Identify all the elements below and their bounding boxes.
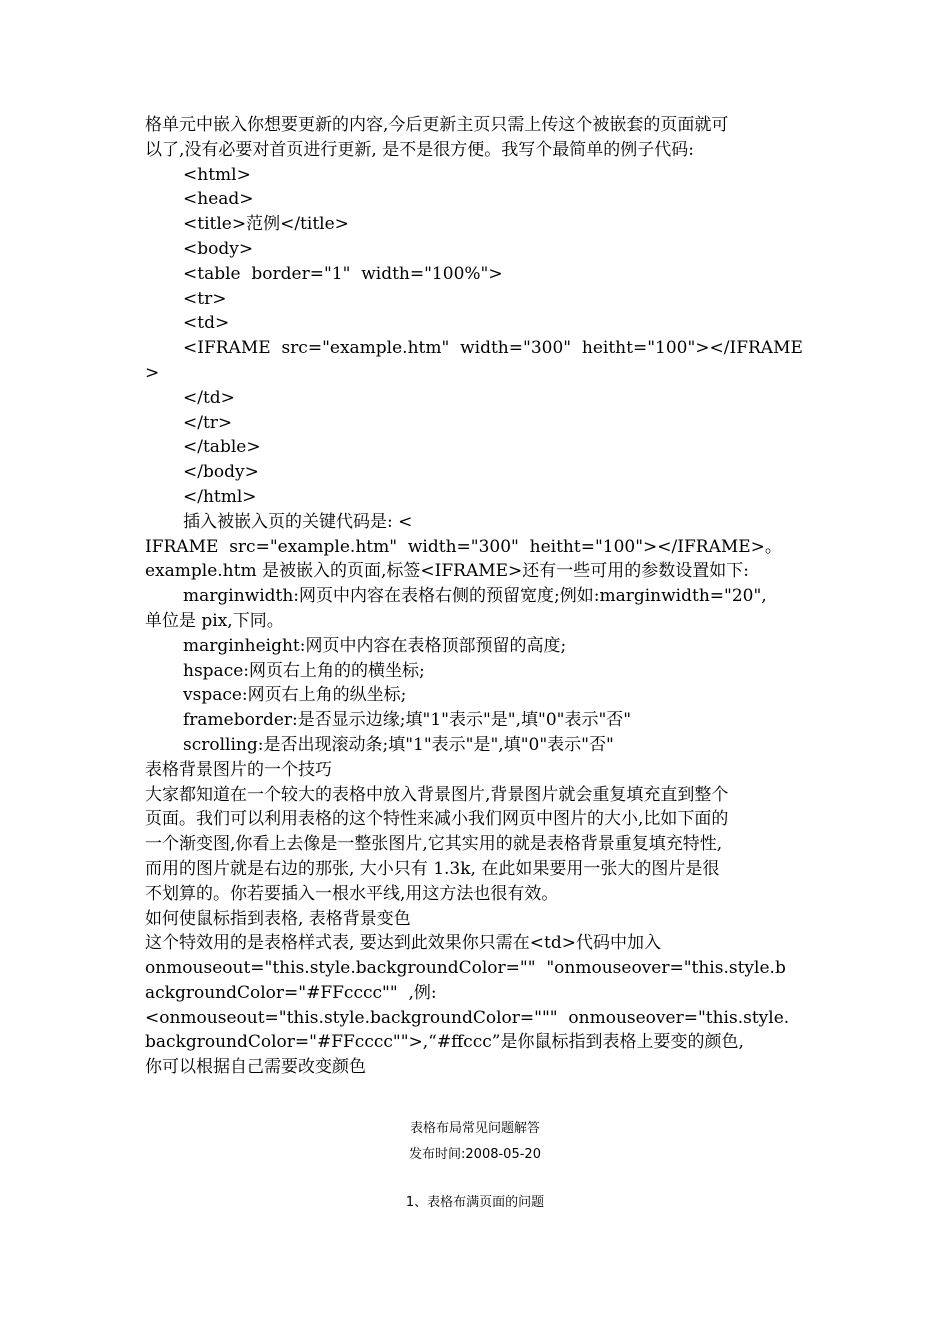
text-line: <body> — [183, 238, 254, 259]
text-line: <IFRAME src="example.htm" width="300" heitht="100"></IFRAME — [183, 338, 803, 359]
text-line: 格单元中嵌入你想要更新的内容,今后更新主页只需上传这个被嵌套的页面就可 — [145, 115, 729, 135]
text-line: <td> — [183, 313, 230, 334]
text-line: example.htm 是被嵌入的页面,标签<IFRAME>还有一些可用的参数设置如下: — [145, 561, 750, 582]
text-line: hspace:网页右上角的的横坐标; — [183, 660, 425, 681]
text-line: 这个特效用的是表格样式表, 要达到此效果你只需在<td>代码中加入 — [145, 933, 662, 954]
text-line: frameborder:是否显示边缘;填"1"表示"是",填"0"表示"否" — [183, 710, 632, 731]
text-line: 以了,没有必要对首页进行更新, 是不是很方便。我写个最简单的例子代码: — [145, 139, 694, 160]
text-line: <tr> — [183, 288, 227, 309]
text-line: 表格背景图片的一个技巧 — [145, 759, 332, 780]
text-line: > — [145, 362, 160, 383]
text-line: </table> — [183, 437, 261, 458]
text-line: </td> — [183, 387, 235, 408]
article-title: 表格布局常见问题解答 — [409, 1121, 540, 1136]
text-line: marginwidth:网页中内容在表格右侧的预留宽度;例如:marginwidth="20", — [183, 586, 767, 607]
text-line: <title>范例</title> — [183, 214, 349, 235]
publish-date: 发布时间:2008-05-20 — [409, 1147, 541, 1162]
text-line: ackgroundColor="#FFcccc"" ,例: — [145, 982, 437, 1003]
text-line: </tr> — [183, 412, 233, 433]
section-heading: 1、表格布满页面的问题 — [405, 1195, 545, 1210]
text-line: 大家都知道在一个较大的表格中放入背景图片,背景图片就会重复填充直到整个 — [145, 784, 729, 805]
text-line: <table border="1" width="100%"> — [183, 263, 503, 284]
text-line: <html> — [183, 164, 251, 185]
text-line: onmouseout="this.style.backgroundColor="" "onmouseover="this.style.b — [145, 958, 786, 979]
text-line: IFRAME src="example.htm" width="300" heitht="100"></IFRAME>。 — [145, 536, 782, 557]
text-line: <head> — [183, 189, 254, 210]
document-body — [145, 113, 810, 1080]
text-line: </body> — [183, 462, 259, 483]
text-line: backgroundColor="#FFcccc"">,“#ffccc”是你鼠标指到表格上要变的颜色, — [145, 1032, 744, 1053]
text-line: 一个渐变图,你看上去像是一整张图片,它其实用的就是表格背景重复填充特性, — [145, 834, 723, 855]
text-line: 而用的图片就是右边的那张, 大小只有 1.3k, 在此如果要用一张大的图片是很 — [145, 858, 720, 879]
text-line: marginheight:网页中内容在表格顶部预留的高度; — [183, 635, 567, 656]
text-line: 如何使鼠标指到表格, 表格背景变色 — [145, 908, 411, 929]
text-line: scrolling:是否出现滚动条;填"1"表示"是",填"0"表示"否" — [183, 734, 614, 755]
text-line: <onmouseout="this.style.backgroundColor=""" onmouseover="this.style. — [145, 1007, 790, 1028]
text-line: </html> — [183, 486, 257, 507]
text-line: 不划算的。你若要插入一根水平线,用这方法也很有效。 — [145, 883, 559, 904]
text-line: 你可以根据自己需要改变颜色 — [145, 1057, 366, 1078]
text-line: 页面。我们可以利用表格的这个特性来减小我们网页中图片的大小,比如下面的 — [145, 809, 729, 830]
text-line: 插入被嵌入页的关键代码是: < — [183, 511, 413, 532]
text-line: 单位是 pix,下同。 — [145, 610, 284, 631]
text-line: vspace:网页右上角的纵坐标; — [183, 685, 407, 706]
